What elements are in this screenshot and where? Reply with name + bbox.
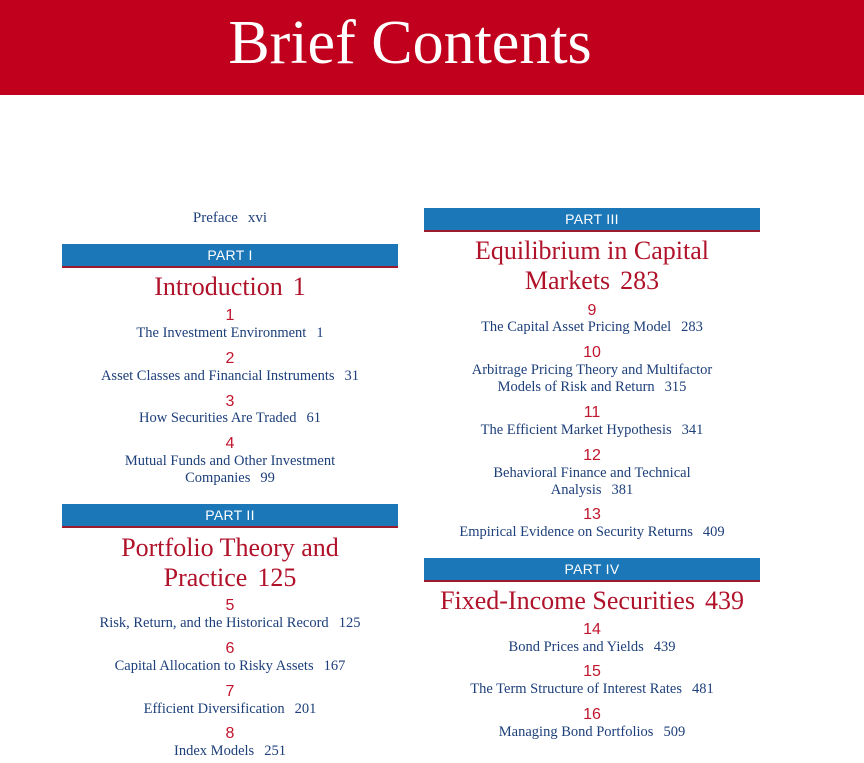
- chapter-1-entry[interactable]: [62, 325, 398, 342]
- chapter-12-title-line1: Behavioral Finance and Technical: [493, 465, 691, 481]
- part-4-title-page: 439: [704, 586, 744, 615]
- chapter-3-number: 3: [225, 393, 235, 410]
- chapter-10-entry[interactable]: [424, 362, 760, 396]
- chapter-14-title: Bond Prices and Yields: [508, 639, 644, 655]
- chapter-7-number: 7: [225, 683, 235, 700]
- chapter-8-entry[interactable]: [62, 743, 398, 760]
- chapter-15-page: 481: [691, 681, 714, 697]
- page-title: Brief Contents: [228, 9, 592, 77]
- part-1-bar: PART I: [62, 244, 398, 268]
- chapter-6-title: Capital Allocation to Risky Assets: [114, 658, 314, 674]
- preface-page: xvi: [247, 210, 268, 226]
- chapter-9-number: 9: [587, 302, 597, 319]
- chapter-16-number: 16: [583, 706, 601, 723]
- chapter-8-page: 251: [264, 743, 286, 759]
- part-4-bar: PART IV: [424, 558, 760, 582]
- chapter-5-title: Risk, Return, and the Historical Record: [99, 615, 329, 631]
- part-3-title-line2: Markets: [524, 266, 611, 295]
- chapter-16-page: 509: [663, 724, 686, 740]
- chapter-15-number: 15: [583, 663, 601, 680]
- part-1-title-text: Introduction: [154, 272, 283, 301]
- chapter-5-page: 125: [338, 615, 361, 631]
- chapter-2-entry[interactable]: [62, 368, 398, 385]
- chapter-9-entry[interactable]: [424, 319, 760, 336]
- preface-label: Preface: [192, 210, 238, 226]
- chapter-13-entry[interactable]: [424, 524, 760, 541]
- part-1-title-page: 1: [292, 272, 306, 301]
- chapter-15-entry[interactable]: [424, 681, 760, 698]
- chapter-11-page: 341: [681, 422, 704, 438]
- chapter-10-title-line1: Arbitrage Pricing Theory and Multifactor: [471, 362, 713, 378]
- chapter-10-page: 315: [664, 379, 687, 395]
- chapter-9-page: 283: [681, 319, 703, 335]
- chapter-16-title: Managing Bond Portfolios: [498, 724, 654, 740]
- chapter-4-entry[interactable]: [62, 453, 398, 487]
- chapter-4-title-line2: Companies: [185, 470, 251, 486]
- part-2-bar: PART II: [62, 504, 398, 528]
- chapter-6-entry[interactable]: [62, 658, 398, 675]
- part-3-title[interactable]: [424, 236, 760, 296]
- chapter-14-page: 439: [653, 639, 676, 655]
- chapter-12-number: 12: [583, 447, 601, 464]
- chapter-4-title-line1: Mutual Funds and Other Investment: [124, 453, 336, 469]
- chapter-1-page: 1: [316, 325, 324, 341]
- chapter-10-number: 10: [583, 344, 601, 361]
- chapter-5-number: 5: [225, 597, 235, 614]
- chapter-5-entry[interactable]: [62, 615, 398, 632]
- chapter-6-page: 167: [323, 658, 346, 674]
- chapter-4-page: 99: [260, 470, 275, 486]
- chapter-1-title: The Investment Environment: [136, 325, 307, 341]
- part-2-title-line2: Practice: [163, 563, 248, 592]
- part-4-title-text: Fixed-Income Securities: [440, 586, 695, 615]
- chapter-12-entry[interactable]: [424, 465, 760, 499]
- part-4-title[interactable]: [424, 586, 760, 616]
- chapter-3-page: 61: [306, 410, 321, 426]
- part-2-title-line1: Portfolio Theory and: [121, 533, 339, 562]
- chapter-9-title: The Capital Asset Pricing Model: [481, 319, 672, 335]
- header-banner: [0, 0, 864, 95]
- chapter-12-title-line2: Analysis: [550, 482, 602, 498]
- chapter-12-page: 381: [611, 482, 634, 498]
- chapter-7-title: Efficient Diversification: [143, 701, 285, 717]
- part-3-title-page: 283: [620, 266, 660, 295]
- chapter-3-title: How Securities Are Traded: [139, 410, 297, 426]
- chapter-2-page: 31: [344, 368, 360, 384]
- chapter-13-title: Empirical Evidence on Security Returns: [459, 524, 693, 540]
- chapter-16-entry[interactable]: [424, 724, 760, 741]
- chapter-2-title: Asset Classes and Financial Instruments: [100, 368, 335, 384]
- chapter-14-entry[interactable]: [424, 639, 760, 656]
- chapter-6-number: 6: [225, 640, 235, 657]
- chapter-8-title: Index Models: [174, 743, 255, 759]
- part-3-title-line1: Equilibrium in Capital: [475, 236, 709, 265]
- chapter-13-page: 409: [702, 524, 725, 540]
- part-1-title[interactable]: [62, 272, 398, 302]
- chapter-7-entry[interactable]: [62, 701, 398, 718]
- chapter-11-entry[interactable]: [424, 422, 760, 439]
- chapter-8-number: 8: [225, 725, 235, 742]
- chapter-14-number: 14: [583, 621, 601, 638]
- chapter-1-number: 1: [225, 307, 235, 324]
- chapter-10-title-line2: Models of Risk and Return: [497, 379, 655, 395]
- chapter-4-number: 4: [225, 435, 235, 452]
- part-2-title-page: 125: [257, 563, 297, 592]
- chapter-2-number: 2: [225, 350, 235, 367]
- chapter-7-page: 201: [294, 701, 317, 717]
- chapter-15-title: The Term Structure of Interest Rates: [470, 681, 682, 697]
- part-2-title[interactable]: [62, 533, 398, 593]
- chapter-11-number: 11: [583, 404, 601, 421]
- chapter-13-number: 13: [583, 506, 601, 523]
- chapter-3-entry[interactable]: [62, 410, 398, 427]
- preface-entry[interactable]: [62, 209, 398, 227]
- chapter-11-title: The Efficient Market Hypothesis: [480, 422, 672, 438]
- part-3-bar: PART III: [424, 208, 760, 232]
